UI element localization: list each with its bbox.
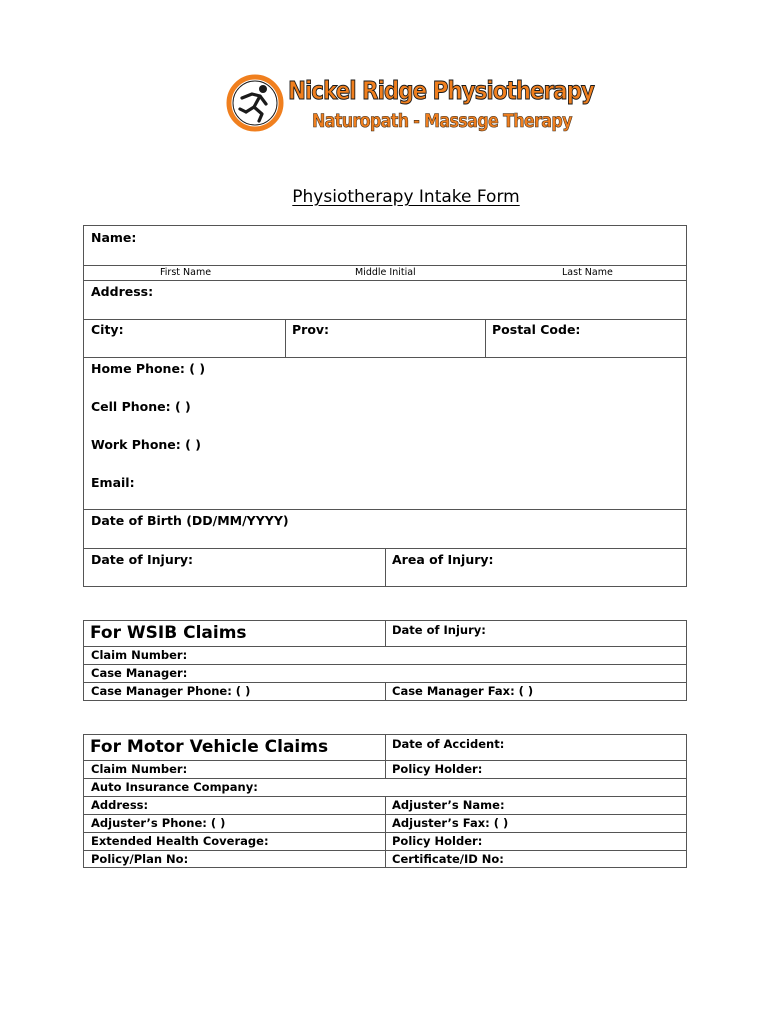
wsib-case-manager-fax-field[interactable]: Case Manager Fax: ( ): [392, 684, 534, 698]
wsib-case-manager-field[interactable]: Case Manager:: [91, 666, 188, 680]
divider: [83, 357, 687, 358]
form-title: Physiotherapy Intake Form: [292, 187, 520, 207]
email-field[interactable]: Email:: [91, 475, 135, 490]
mvc-claim-number-field[interactable]: Claim Number:: [91, 762, 188, 776]
clinic-logo: [226, 72, 594, 138]
mvc-policy-holder-field[interactable]: Policy Holder:: [392, 762, 483, 776]
divider: [83, 319, 687, 320]
mvc-address-field[interactable]: Address:: [91, 798, 149, 812]
first-name-caption: First Name: [160, 267, 212, 278]
divider: [83, 646, 687, 647]
clinic-services: Naturopath - Massage Therapy: [312, 110, 572, 132]
mvc-adjuster-fax-field[interactable]: Adjuster’s Fax: ( ): [392, 816, 509, 830]
mvc-adjuster-phone-field[interactable]: Adjuster’s Phone: ( ): [91, 816, 226, 830]
divider: [385, 620, 386, 646]
middle-initial-caption: Middle Initial: [355, 267, 416, 278]
date-of-injury-field[interactable]: Date of Injury:: [91, 552, 194, 567]
name-field[interactable]: Name:: [91, 230, 137, 245]
cell-phone-field[interactable]: Cell Phone: ( ): [91, 399, 191, 414]
divider: [485, 319, 486, 357]
divider: [385, 548, 386, 587]
last-name-caption: Last Name: [562, 267, 613, 278]
wsib-case-manager-phone-field[interactable]: Case Manager Phone: ( ): [91, 684, 251, 698]
divider: [385, 682, 386, 701]
work-phone-field[interactable]: Work Phone: ( ): [91, 437, 201, 452]
mvc-policy-holder-2-field[interactable]: Policy Holder:: [392, 834, 483, 848]
date-of-birth-field[interactable]: Date of Birth (DD/MM/YYYY): [91, 513, 289, 528]
wsib-claim-number-field[interactable]: Claim Number:: [91, 648, 188, 662]
divider: [385, 734, 386, 778]
divider: [385, 796, 386, 868]
divider: [83, 664, 687, 665]
divider: [83, 280, 687, 281]
wsib-heading: For WSIB Claims: [90, 623, 247, 643]
home-phone-field[interactable]: Home Phone: ( ): [91, 361, 206, 376]
postal-code-field[interactable]: Postal Code:: [492, 322, 581, 337]
mvc-auto-insurance-field[interactable]: Auto Insurance Company:: [91, 780, 258, 794]
mvc-policy-plan-field[interactable]: Policy/Plan No:: [91, 852, 189, 866]
wsib-date-of-injury-field[interactable]: Date of Injury:: [392, 623, 486, 637]
mvc-certificate-id-field[interactable]: Certificate/ID No:: [392, 852, 504, 866]
prov-field[interactable]: Prov:: [292, 322, 330, 337]
mvc-heading: For Motor Vehicle Claims: [90, 737, 329, 757]
area-of-injury-field[interactable]: Area of Injury:: [392, 552, 494, 567]
address-field[interactable]: Address:: [91, 284, 154, 299]
mvc-adjuster-name-field[interactable]: Adjuster’s Name:: [392, 798, 505, 812]
divider: [83, 509, 687, 510]
divider: [83, 778, 687, 779]
clinic-name: Nickel Ridge Physiotherapy: [288, 76, 594, 105]
divider: [285, 319, 286, 357]
running-figure-icon: [226, 74, 284, 132]
mvc-date-of-accident-field[interactable]: Date of Accident:: [392, 737, 505, 751]
mvc-extended-health-field[interactable]: Extended Health Coverage:: [91, 834, 269, 848]
divider: [83, 265, 687, 266]
city-field[interactable]: City:: [91, 322, 124, 337]
